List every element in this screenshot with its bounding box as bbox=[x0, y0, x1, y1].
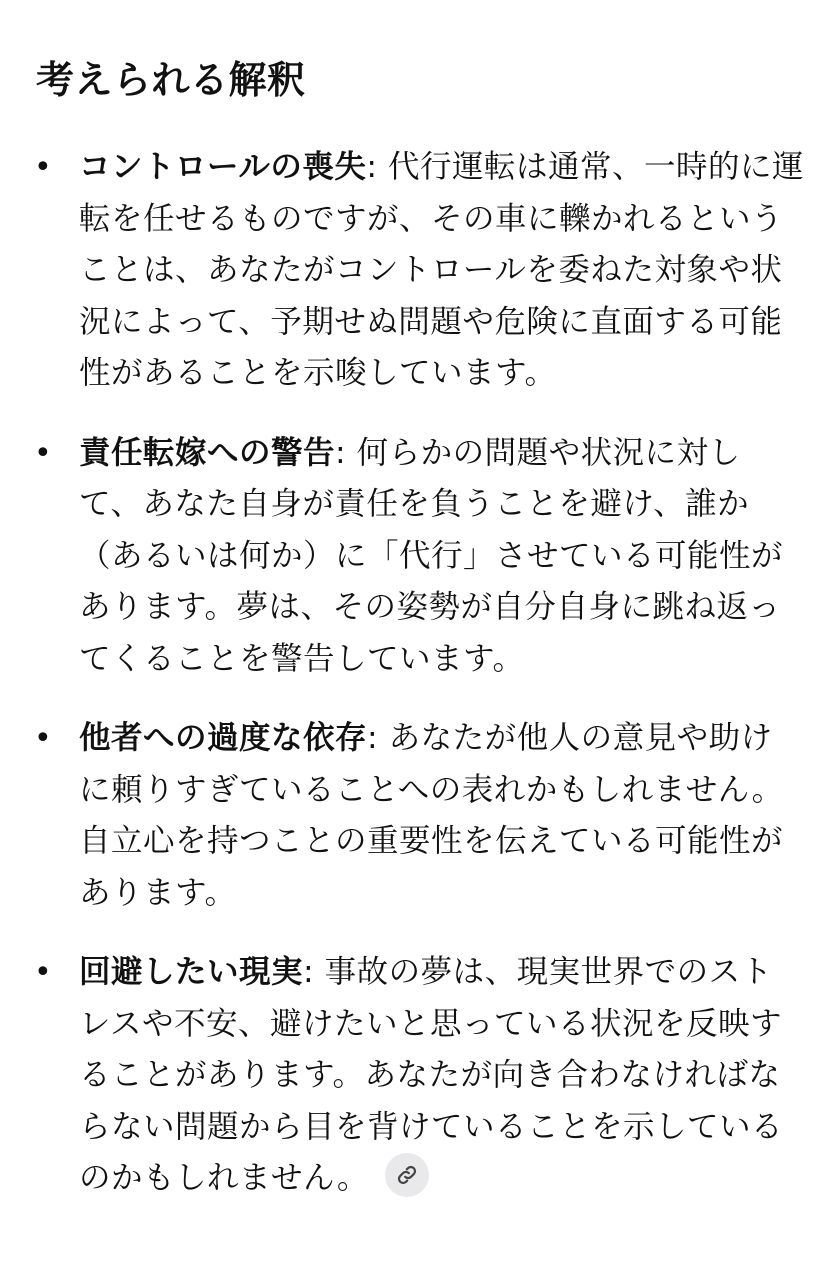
item-text: 何らかの問題や状況に対して、あなた自身が責任を負うことを避け、誰か（あるいは何か）に「代行」させている可能性があります。夢は、その姿勢が自分自身に跳ね返ってくることを警告しています。 bbox=[79, 434, 784, 677]
source-link-button[interactable] bbox=[385, 1153, 429, 1197]
item-term: コントロールの喪失 bbox=[79, 149, 367, 185]
item-text: 代行運転は通常、一時的に運転を任せるものですが、その車に轢かれるということは、あなたがコントロールを委ねた対象や状況によって、予期せぬ問題や危険に直面する可能性があることを示唆しています。 bbox=[79, 149, 805, 391]
bullet-marker: • bbox=[34, 150, 53, 185]
section-heading: 考えられる解釈 bbox=[36, 58, 306, 102]
interpretation-list bbox=[36, 142, 804, 1205]
bullet-marker: • bbox=[34, 955, 53, 990]
item-separator: : bbox=[366, 149, 378, 185]
bullet-marker: • bbox=[34, 721, 53, 756]
list-item bbox=[36, 142, 804, 400]
list-item bbox=[36, 947, 804, 1205]
item-term: 責任転嫁への警告 bbox=[79, 434, 336, 471]
item-separator: : bbox=[367, 720, 379, 756]
bullet-marker: • bbox=[34, 435, 53, 471]
item-separator: : bbox=[335, 434, 347, 471]
link-icon bbox=[396, 1164, 418, 1186]
item-separator: : bbox=[303, 954, 315, 990]
item-term: 回避したい現実 bbox=[79, 954, 304, 990]
item-text: あなたが他人の意見や助けに頼りすぎていることへの表れかもしれません。自立心を持つことの重要性を伝えている可能性があります。 bbox=[79, 720, 784, 911]
item-text: 事故の夢は、現実世界でのストレスや不安、避けたいと思っている状況を反映することがあります。あなたが向き合わなければならない問題から目を背けていることを示しているのかもしれません。 bbox=[79, 954, 784, 1196]
list-item bbox=[36, 428, 804, 686]
item-term: 他者への過度な依存 bbox=[79, 720, 368, 756]
list-item bbox=[36, 713, 804, 919]
